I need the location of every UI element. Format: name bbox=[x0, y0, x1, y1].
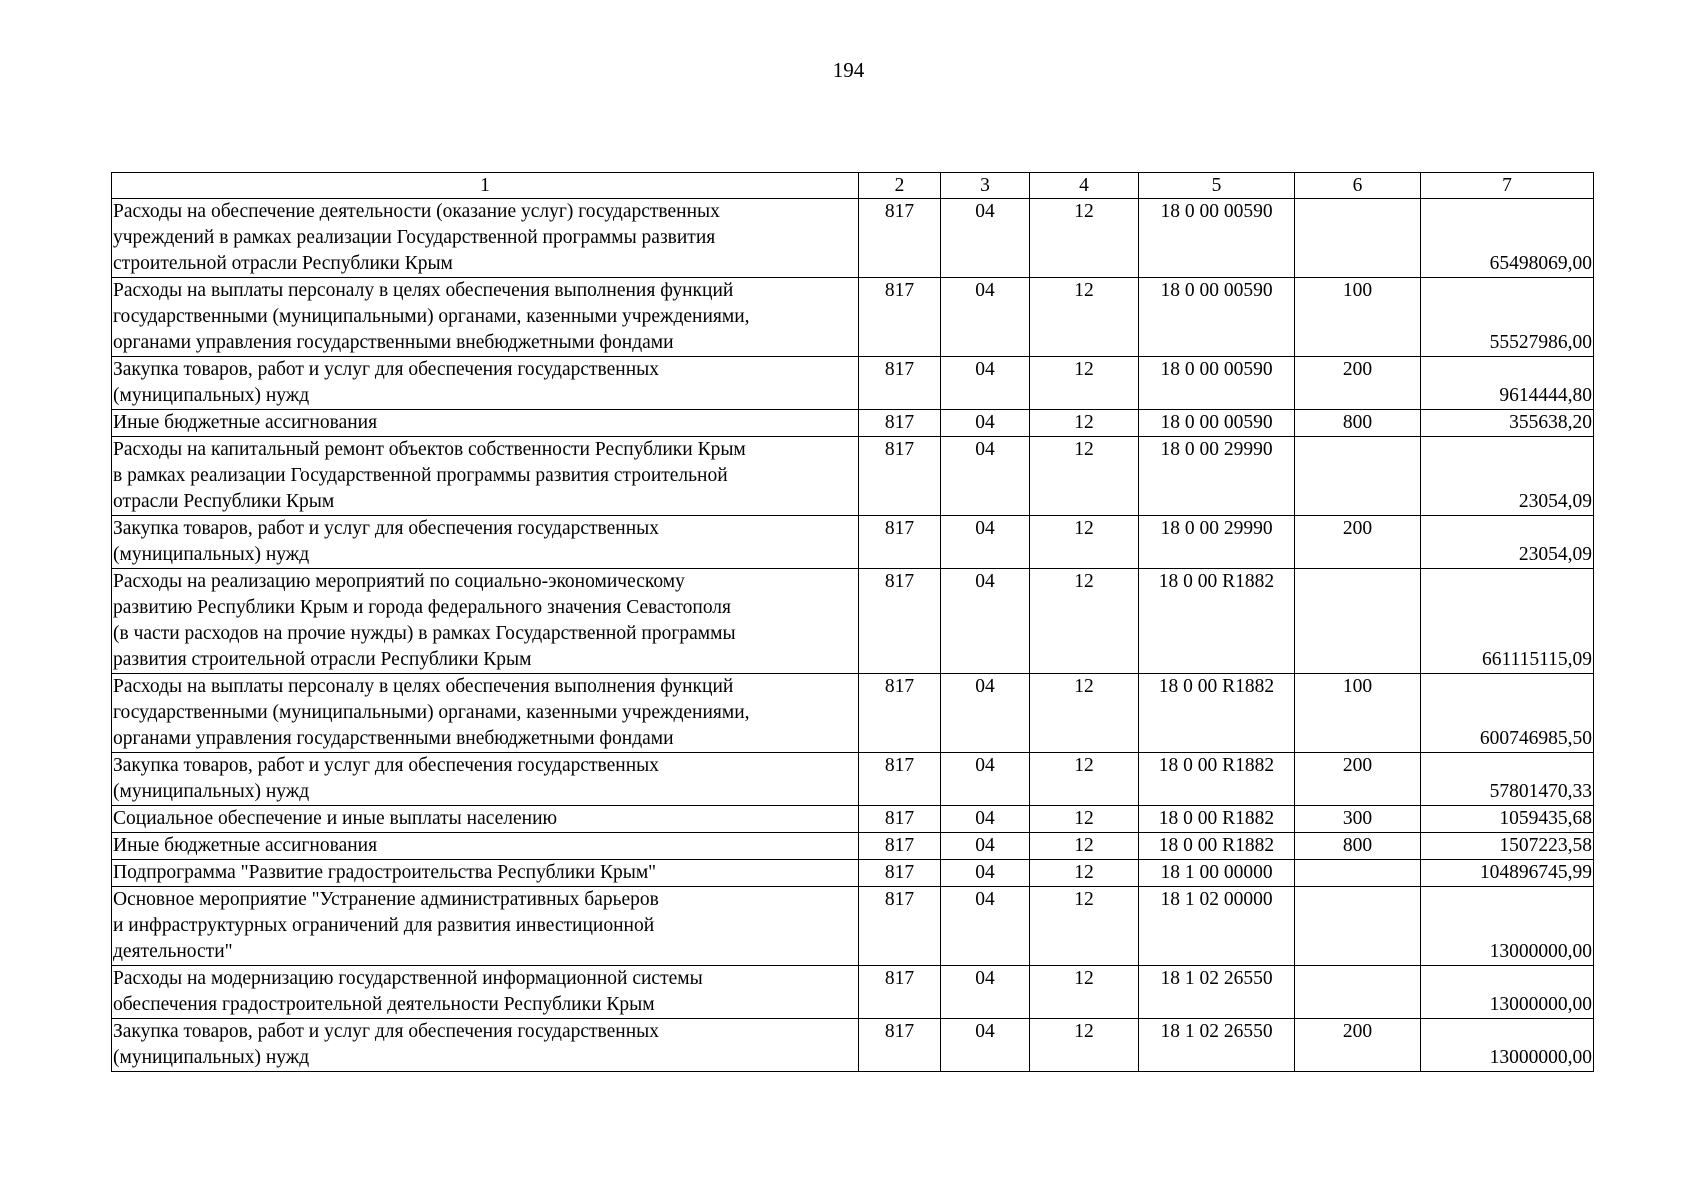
target-article-code: 18 0 00 00590 bbox=[1139, 199, 1295, 278]
target-article-code: 18 0 00 R1882 bbox=[1139, 806, 1295, 833]
target-article-code: 18 0 00 R1882 bbox=[1139, 569, 1295, 674]
amount: 13000000,00 bbox=[1421, 1019, 1594, 1072]
expense-type-code: 800 bbox=[1295, 410, 1421, 437]
code-col-4: 12 bbox=[1030, 278, 1139, 357]
code-col-2: 817 bbox=[859, 806, 941, 833]
column-header: 1 bbox=[112, 173, 859, 199]
target-article-code: 18 0 00 R1882 bbox=[1139, 674, 1295, 753]
expense-description: Расходы на модернизацию государственной информационной системы обеспечения градостроительной деятельности Республики Крым bbox=[112, 966, 859, 1019]
expense-type-code bbox=[1295, 437, 1421, 516]
expense-description: Закупка товаров, работ и услуг для обеспечения государственных (муниципальных) нужд bbox=[112, 516, 859, 569]
code-col-2: 817 bbox=[859, 966, 941, 1019]
expense-type-code bbox=[1295, 887, 1421, 966]
target-article-code: 18 0 00 R1882 bbox=[1139, 833, 1295, 860]
table-row bbox=[112, 674, 1594, 753]
target-article-code: 18 0 00 R1882 bbox=[1139, 753, 1295, 806]
code-col-4: 12 bbox=[1030, 806, 1139, 833]
expense-type-code: 300 bbox=[1295, 806, 1421, 833]
code-col-4: 12 bbox=[1030, 833, 1139, 860]
code-col-3: 04 bbox=[941, 1019, 1030, 1072]
amount: 1059435,68 bbox=[1421, 806, 1594, 833]
table-row bbox=[112, 357, 1594, 410]
expense-type-code bbox=[1295, 860, 1421, 887]
code-col-4: 12 bbox=[1030, 410, 1139, 437]
code-col-2: 817 bbox=[859, 753, 941, 806]
code-col-3: 04 bbox=[941, 278, 1030, 357]
code-col-3: 04 bbox=[941, 569, 1030, 674]
expense-type-code: 200 bbox=[1295, 357, 1421, 410]
target-article-code: 18 0 00 00590 bbox=[1139, 278, 1295, 357]
expense-description: Подпрограмма "Развитие градостроительства Республики Крым" bbox=[112, 860, 859, 887]
code-col-4: 12 bbox=[1030, 753, 1139, 806]
column-header: 4 bbox=[1030, 173, 1139, 199]
code-col-4: 12 bbox=[1030, 966, 1139, 1019]
code-col-2: 817 bbox=[859, 410, 941, 437]
target-article-code: 18 0 00 00590 bbox=[1139, 410, 1295, 437]
code-col-2: 817 bbox=[859, 1019, 941, 1072]
expense-description: Расходы на капитальный ремонт объектов собственности Республики Крым в рамках реализации Государственной программы развития строительной отрасли Республики Крым bbox=[112, 437, 859, 516]
code-col-4: 12 bbox=[1030, 437, 1139, 516]
code-col-4: 12 bbox=[1030, 674, 1139, 753]
expense-type-code: 100 bbox=[1295, 674, 1421, 753]
code-col-3: 04 bbox=[941, 860, 1030, 887]
expense-type-code: 200 bbox=[1295, 1019, 1421, 1072]
expense-description: Расходы на выплаты персоналу в целях обеспечения выполнения функций государственными (муниципальными) органами, казенными учреждениями, органами управления государственными внебюджетными фондами bbox=[112, 278, 859, 357]
code-col-2: 817 bbox=[859, 887, 941, 966]
target-article-code: 18 1 02 26550 bbox=[1139, 1019, 1295, 1072]
amount: 104896745,99 bbox=[1421, 860, 1594, 887]
column-header: 6 bbox=[1295, 173, 1421, 199]
target-article-code: 18 1 00 00000 bbox=[1139, 860, 1295, 887]
code-col-3: 04 bbox=[941, 753, 1030, 806]
amount: 13000000,00 bbox=[1421, 887, 1594, 966]
column-header: 5 bbox=[1139, 173, 1295, 199]
amount: 9614444,80 bbox=[1421, 357, 1594, 410]
code-col-2: 817 bbox=[859, 516, 941, 569]
code-col-4: 12 bbox=[1030, 860, 1139, 887]
table-row bbox=[112, 833, 1594, 860]
code-col-4: 12 bbox=[1030, 199, 1139, 278]
expense-description: Расходы на обеспечение деятельности (оказание услуг) государственных учреждений в рамках реализации Государственной программы развития строительной отрасли Республики Крым bbox=[112, 199, 859, 278]
code-col-2: 817 bbox=[859, 278, 941, 357]
target-article-code: 18 0 00 00590 bbox=[1139, 357, 1295, 410]
target-article-code: 18 0 00 29990 bbox=[1139, 437, 1295, 516]
code-col-3: 04 bbox=[941, 674, 1030, 753]
table-row bbox=[112, 806, 1594, 833]
expense-type-code: 800 bbox=[1295, 833, 1421, 860]
table-header-row bbox=[112, 173, 1594, 199]
code-col-4: 12 bbox=[1030, 357, 1139, 410]
amount: 355638,20 bbox=[1421, 410, 1594, 437]
expense-description: Расходы на реализацию мероприятий по социально-экономическому развитию Республики Крым и города федерального значения Севастополя (в части расходов на прочие нужды) в рамках Государственной программы развития строительной отрасли Республики Крым bbox=[112, 569, 859, 674]
expense-type-code bbox=[1295, 569, 1421, 674]
expense-type-code: 200 bbox=[1295, 516, 1421, 569]
table-row bbox=[112, 966, 1594, 1019]
expense-type-code bbox=[1295, 199, 1421, 278]
page-number: 194 bbox=[832, 58, 865, 82]
code-col-4: 12 bbox=[1030, 569, 1139, 674]
code-col-3: 04 bbox=[941, 516, 1030, 569]
code-col-3: 04 bbox=[941, 833, 1030, 860]
code-col-4: 12 bbox=[1030, 887, 1139, 966]
expense-description: Расходы на выплаты персоналу в целях обеспечения выполнения функций государственными (муниципальными) органами, казенными учреждениями, органами управления государственными внебюджетными фондами bbox=[112, 674, 859, 753]
expense-type-code: 100 bbox=[1295, 278, 1421, 357]
code-col-3: 04 bbox=[941, 357, 1030, 410]
amount: 661115115,09 bbox=[1421, 569, 1594, 674]
expense-description: Иные бюджетные ассигнования bbox=[112, 833, 859, 860]
code-col-3: 04 bbox=[941, 966, 1030, 1019]
code-col-2: 817 bbox=[859, 357, 941, 410]
table-row bbox=[112, 278, 1594, 357]
code-col-2: 817 bbox=[859, 833, 941, 860]
code-col-3: 04 bbox=[941, 887, 1030, 966]
target-article-code: 18 0 00 29990 bbox=[1139, 516, 1295, 569]
expense-type-code bbox=[1295, 966, 1421, 1019]
table-row bbox=[112, 516, 1594, 569]
code-col-4: 12 bbox=[1030, 1019, 1139, 1072]
expense-description: Иные бюджетные ассигнования bbox=[112, 410, 859, 437]
column-header: 2 bbox=[859, 173, 941, 199]
amount: 65498069,00 bbox=[1421, 199, 1594, 278]
table-row bbox=[112, 753, 1594, 806]
amount: 55527986,00 bbox=[1421, 278, 1594, 357]
amount: 57801470,33 bbox=[1421, 753, 1594, 806]
code-col-4: 12 bbox=[1030, 516, 1139, 569]
expense-type-code: 200 bbox=[1295, 753, 1421, 806]
amount: 600746985,50 bbox=[1421, 674, 1594, 753]
code-col-3: 04 bbox=[941, 410, 1030, 437]
column-header: 7 bbox=[1421, 173, 1594, 199]
table-row bbox=[112, 410, 1594, 437]
expense-description: Социальное обеспечение и иные выплаты населению bbox=[112, 806, 859, 833]
budget-table bbox=[111, 172, 1594, 1072]
amount: 23054,09 bbox=[1421, 516, 1594, 569]
table-row bbox=[112, 887, 1594, 966]
table-row bbox=[112, 199, 1594, 278]
table-row bbox=[112, 1019, 1594, 1072]
expense-description: Закупка товаров, работ и услуг для обеспечения государственных (муниципальных) нужд bbox=[112, 1019, 859, 1072]
code-col-2: 817 bbox=[859, 860, 941, 887]
expense-description: Закупка товаров, работ и услуг для обеспечения государственных (муниципальных) нужд bbox=[112, 753, 859, 806]
code-col-3: 04 bbox=[941, 437, 1030, 516]
target-article-code: 18 1 02 00000 bbox=[1139, 887, 1295, 966]
amount: 13000000,00 bbox=[1421, 966, 1594, 1019]
column-header: 3 bbox=[941, 173, 1030, 199]
code-col-2: 817 bbox=[859, 199, 941, 278]
expense-description: Закупка товаров, работ и услуг для обеспечения государственных (муниципальных) нужд bbox=[112, 357, 859, 410]
amount: 1507223,58 bbox=[1421, 833, 1594, 860]
table-row bbox=[112, 860, 1594, 887]
code-col-2: 817 bbox=[859, 674, 941, 753]
table-row bbox=[112, 569, 1594, 674]
code-col-2: 817 bbox=[859, 569, 941, 674]
code-col-2: 817 bbox=[859, 437, 941, 516]
code-col-3: 04 bbox=[941, 806, 1030, 833]
expense-description: Основное мероприятие "Устранение административных барьеров и инфраструктурных ограничений для развития инвестиционной деятельности" bbox=[112, 887, 859, 966]
table-row bbox=[112, 437, 1594, 516]
amount: 23054,09 bbox=[1421, 437, 1594, 516]
code-col-3: 04 bbox=[941, 199, 1030, 278]
target-article-code: 18 1 02 26550 bbox=[1139, 966, 1295, 1019]
